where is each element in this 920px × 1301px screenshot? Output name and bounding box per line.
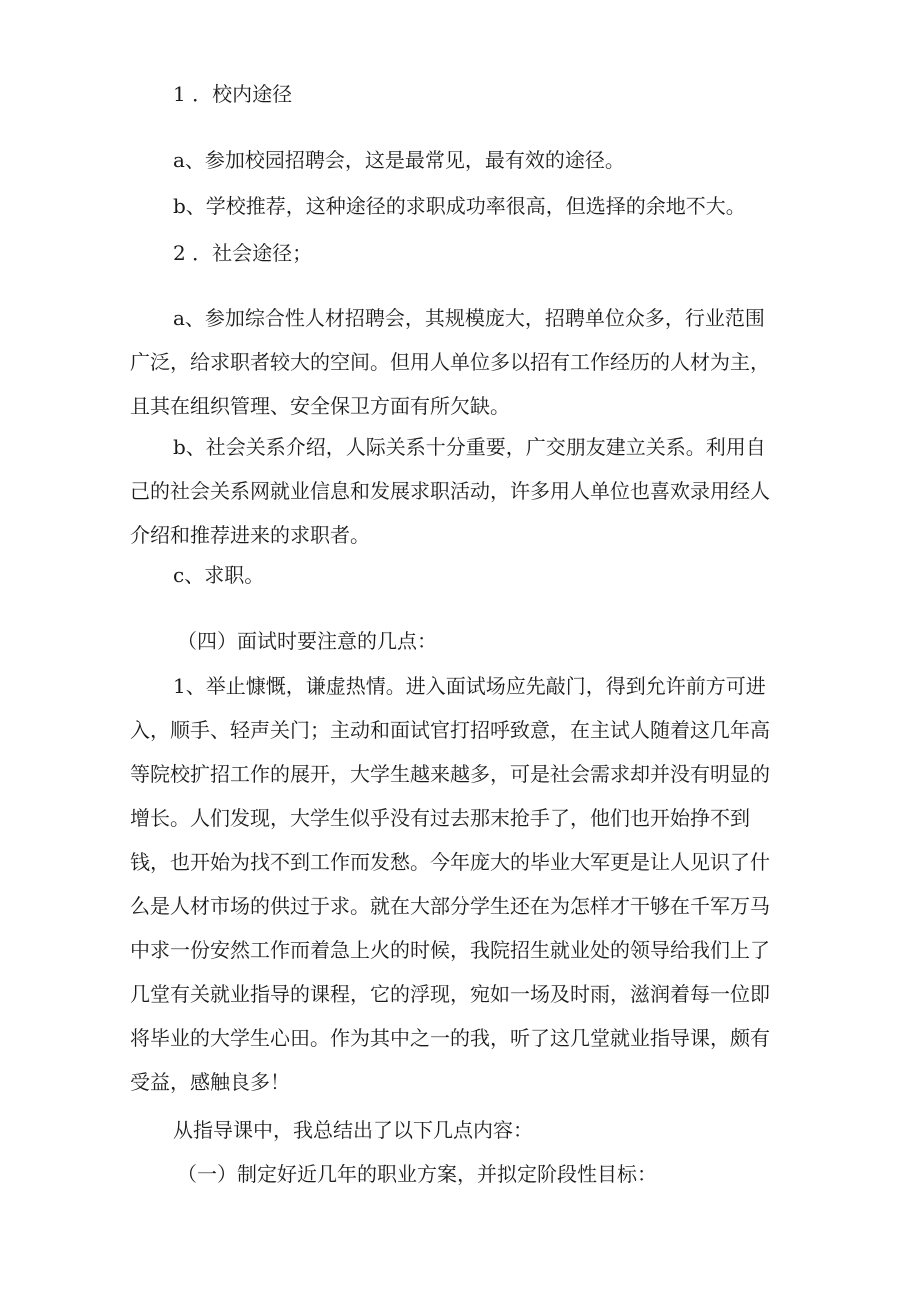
text-line: 1 ．校内途径 [173,82,293,106]
text-line: 1、举止慷慨，谦虚热情。进入面试场应先敲门，得到允许前方可进 [173,674,766,698]
section-heading-campus [173,72,793,116]
text-line: 从指导课中，我总结出了以下几点内容： [173,1118,533,1142]
text-line: 入，顺手、轻声关门；主动和面试官打招呼致意，在主试人随着这几年高 [130,718,770,742]
text-line: b、社会关系介绍，人际关系十分重要，广交朋友建立关系。利用自 [173,435,766,459]
text-line: 2 ．社会途径； [173,241,313,265]
text-line: （一）制定好近几年的职业方案，并拟定阶段性目标： [177,1162,657,1186]
text-line: a、参加综合性人材招聘会，其规模庞大，招聘单位众多，行业范围 [173,306,765,330]
text-line: 介绍和推荐进来的求职者。 [130,523,370,547]
paragraph-campus-b [173,184,793,228]
text-line: a、参加校园招聘会，这是最常见，最有效的途径。 [173,148,625,172]
section-heading-interview [177,619,797,663]
paragraph-society-b [130,425,793,557]
text-line: （四）面试时要注意的几点： [177,629,437,653]
paragraph-society-a [130,296,793,428]
text-line: 己的社会关系网就业信息和发展求职活动，许多用人单位也喜欢录用经人 [130,479,770,503]
section-heading-career-plan [177,1152,797,1196]
text-line: 增长。人们发现，大学生似乎没有过去那末抢手了，他们也开始挣不到 [130,806,750,830]
text-line: c、求职。 [173,563,265,587]
paragraph-summary-intro [173,1108,793,1152]
paragraph-interview-1 [130,664,793,1104]
text-line: 钱，也开始为找不到工作而发愁。今年庞大的毕业大军更是让人见识了什 [130,850,770,874]
text-line: 几堂有关就业指导的课程，它的浮现，宛如一场及时雨，滋润着每一位即 [130,982,770,1006]
section-heading-society [173,231,793,275]
text-line: 受益，感触良多！ [130,1070,290,1094]
text-line: 等院校扩招工作的展开，大学生越来越多，可是社会需求却并没有明显的 [130,762,770,786]
paragraph-campus-a [173,138,793,182]
text-line: 且其在组织管理、安全保卫方面有所欠缺。 [130,394,510,418]
text-line: 中求一份安然工作而着急上火的时候，我院招生就业处的领导给我们上了 [130,938,770,962]
text-line: 么是人材市场的供过于求。就在大部分学生还在为怎样才干够在千军万马 [130,894,770,918]
text-line: 广泛，给求职者较大的空间。但用人单位多以招有工作经历的人材为主， [130,350,770,374]
text-line: b、学校推荐，这种途径的求职成功率很高，但选择的余地不大。 [173,194,746,218]
text-line: 将毕业的大学生心田。作为其中之一的我，听了这几堂就业指导课，颇有 [130,1026,770,1050]
paragraph-society-c [173,553,793,597]
